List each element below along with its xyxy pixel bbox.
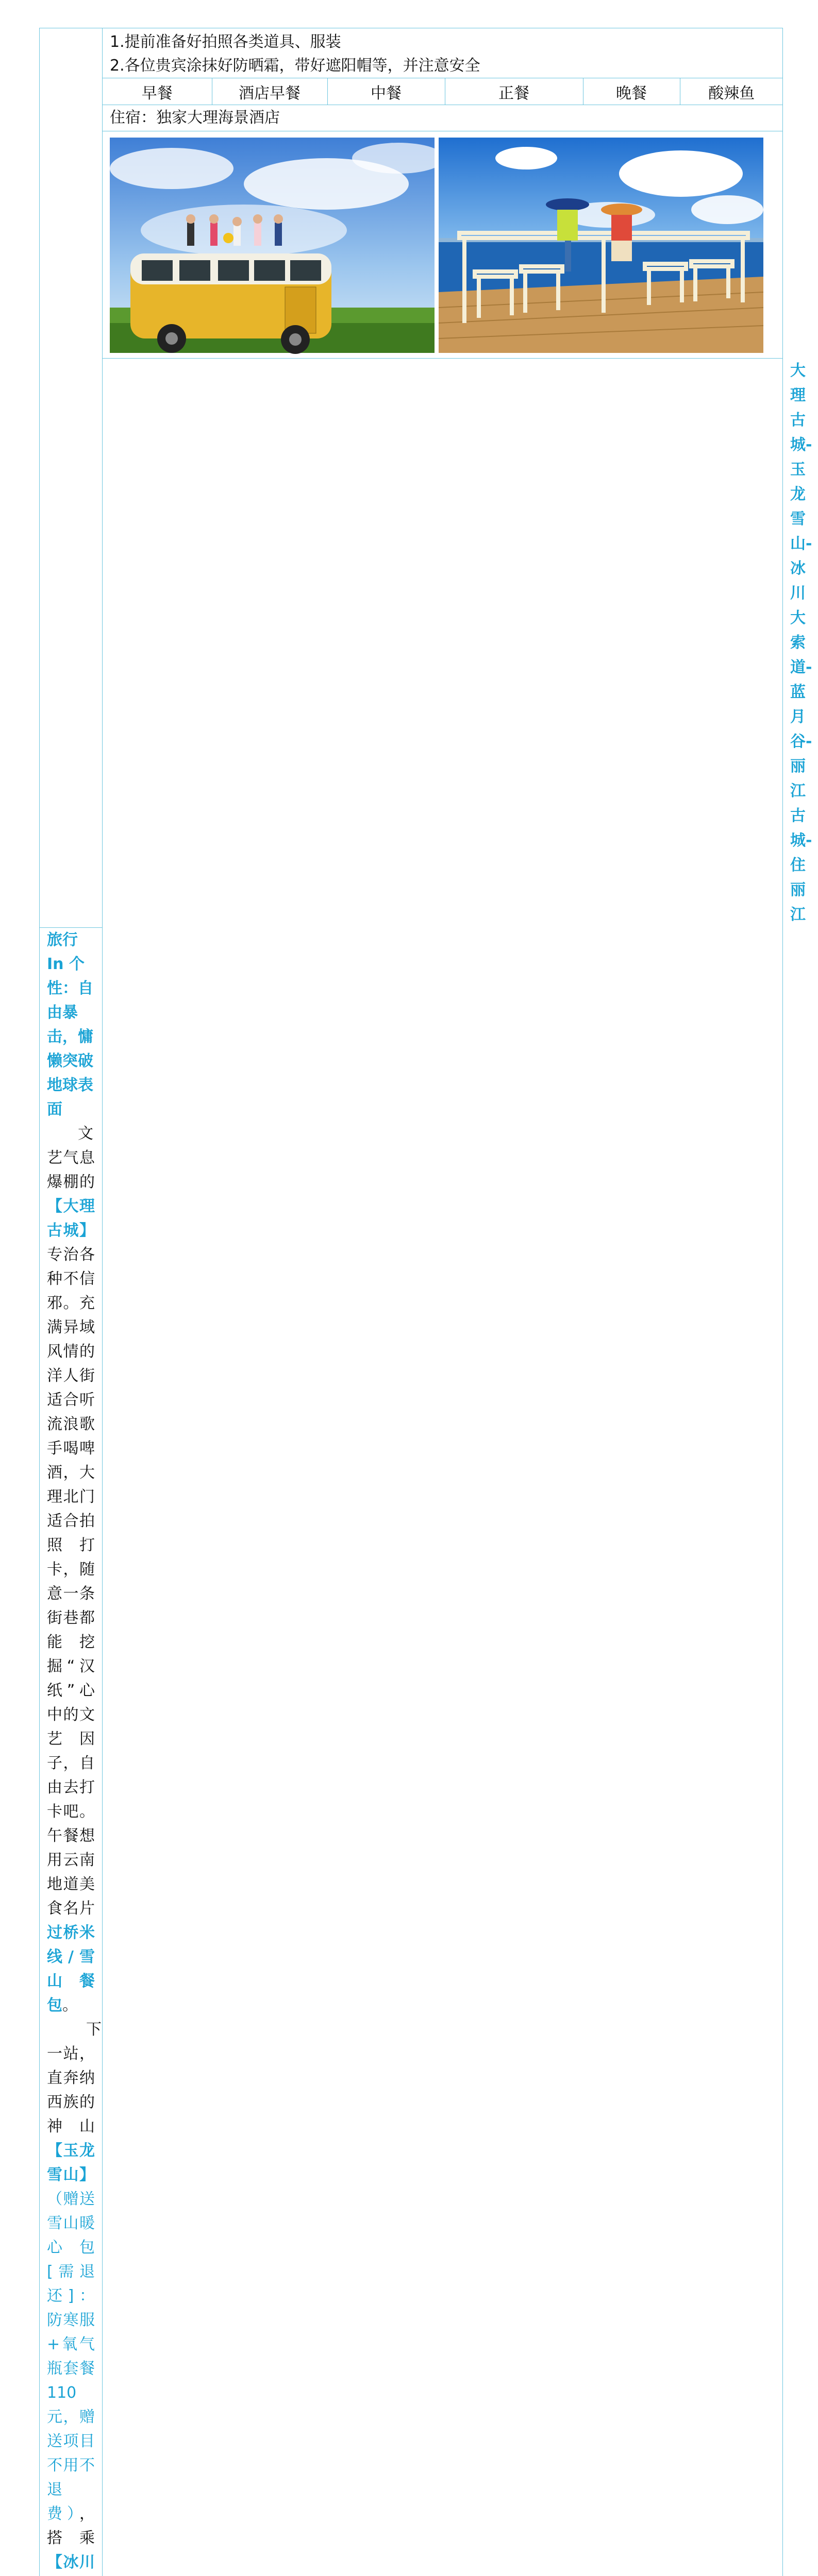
stay-d3: 住宿：独家大理海景酒店 (103, 105, 783, 131)
p2-gift-note: （赠送雪山暖心包[需退还]：防寒服+氧气瓶套餐 110 元，赠送项目不用不退费） (47, 2190, 95, 2523)
d4-para-1 (47, 1122, 95, 2018)
meal-lunch-value: 正餐 (445, 78, 583, 105)
day-label-d4 (103, 359, 783, 2576)
meals-row-d3 (103, 78, 783, 105)
p2-text-d: ，搭乘 (47, 2505, 95, 2547)
p1-text-c: 专治各种不信邪。充满异域风情的洋人街适合听流浪歌手喝啤酒，大理北门适合拍照打卡，随意一条街巷都能挖掘“汉纸”心中的文艺因子，自由去打卡吧。午餐想用云南地道美食名片 (47, 1246, 95, 1918)
p2-text-a: 下一站，直奔纳西族的神山 (47, 2021, 102, 2136)
meal-lunch-label: 中餐 (327, 78, 445, 105)
meal-breakfast-value: 酒店早餐 (212, 78, 327, 105)
p2-jade-dragon: 【玉龙雪山】 (47, 2142, 95, 2184)
tip-line-1: 1.提前准备好拍照各类道具、服装 (110, 30, 782, 54)
tip-line-2: 2.各位贵宾涂抹好防晒霜，带好遮阳帽等，并注意安全 (110, 54, 782, 78)
itinerary-table: 1.提前准备好拍照各类道具、服装 2.各位贵宾涂抹好防晒霜，带好遮阳帽等，并注意安全 早餐 酒店早餐 中餐 正餐 晚餐 酸辣鱼 住宿：独家大理海景酒店 大理古城-玉龙雪山-冰川大索道-蓝月谷-丽江古城-住丽江 旅行 In 个性：自由暴击，慵懒突破地球表面 文艺气息爆棚的【大理古城】专治各种不信邪。充满异域风情的洋人街适合听流浪歌手喝啤酒，大理北门适合拍照打卡，随意一条街巷都能挖掘“汉纸”心中的文艺因子，自由去打卡吧。午餐想用云南地道美食名片过桥米线/雪山餐包。 下一站，直奔纳西族的神山【玉龙雪山】（赠送雪山暖心包[需退还]：防寒服+氧气瓶套餐 110 元，赠送项目不用不退费），搭乘【冰川 (39, 28, 783, 2576)
p2-glacier-cableway: 【冰川 (47, 2553, 95, 2576)
meal-breakfast-label: 早餐 (103, 78, 212, 105)
p1-text-e: 。 (62, 1996, 78, 2014)
d4-subtitle: 旅行 In 个性：自由暴击，慵懒突破地球表面 (47, 928, 95, 1122)
meal-dinner-label: 晚餐 (583, 78, 680, 105)
d4-body (40, 928, 103, 2576)
photos-row-d3 (103, 131, 783, 359)
meal-dinner-value: 酸辣鱼 (680, 78, 783, 105)
yellow-van-photo (110, 138, 435, 353)
p1-dali-old-town: 【大理古城】 (47, 1197, 95, 1240)
lakeside-bench-photo (439, 138, 763, 353)
day-cell-blank (40, 28, 103, 928)
p1-rice-noodle: 过桥米线/雪山餐包 (47, 1924, 95, 2014)
d4-para-2 (47, 2018, 95, 2576)
tips-cell (103, 28, 783, 78)
p1-text-a: 文艺气息爆棚的 (47, 1125, 95, 1191)
